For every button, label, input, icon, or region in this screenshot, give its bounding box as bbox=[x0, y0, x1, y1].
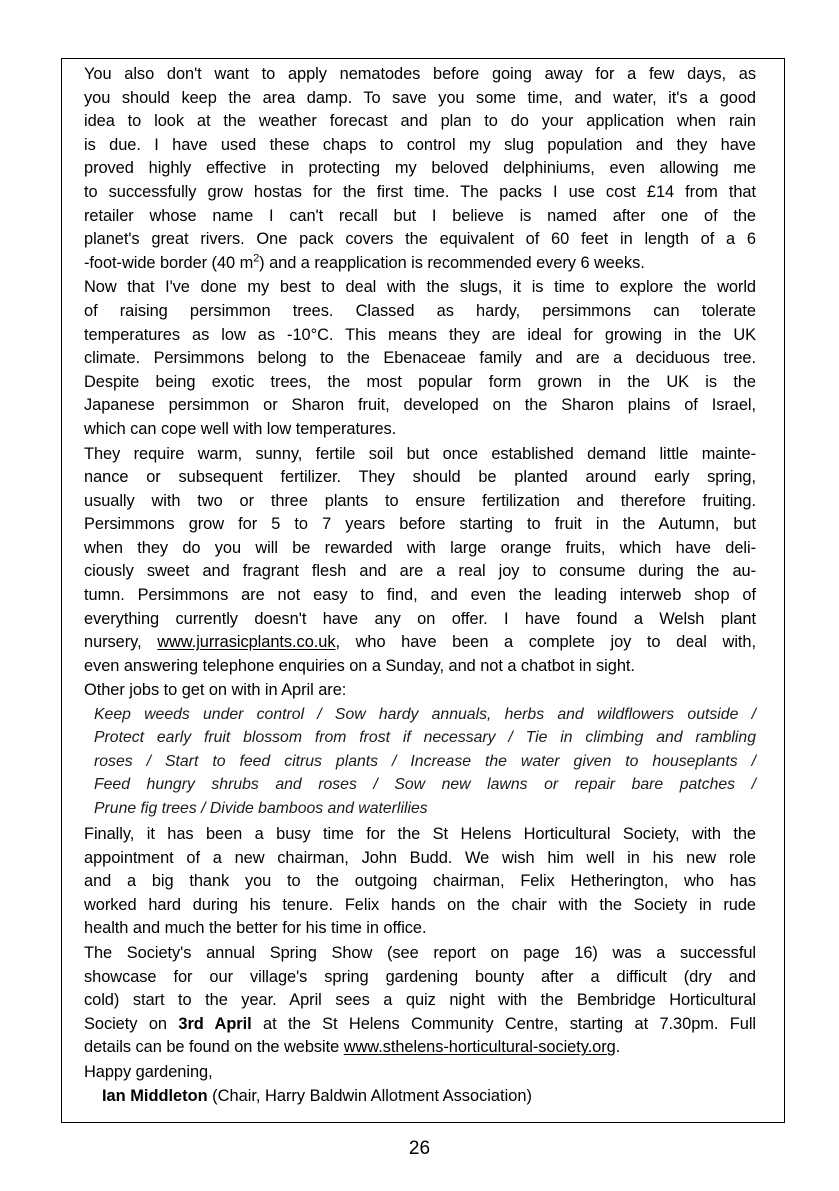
article-body bbox=[84, 63, 756, 1108]
text-line-with-superscript bbox=[84, 252, 756, 276]
link-sthelens-horticultural-society[interactable]: www.sthelens-horticultural-society.org bbox=[343, 1038, 616, 1057]
paragraph-nematodes bbox=[84, 63, 756, 275]
text-line-with-link bbox=[84, 1036, 756, 1060]
text-line: which can cope well with low temperatures. bbox=[84, 419, 397, 438]
line-text-suffix: at the St Helens Community Centre, starting at 7.30pm. Full bbox=[251, 1014, 756, 1033]
text-line: idea to look at the weather forecast and plan to do your application when rain bbox=[84, 112, 756, 131]
signature-role: (Chair, Harry Baldwin Allotment Association) bbox=[207, 1086, 532, 1105]
quiz-date: 3rd April bbox=[178, 1014, 252, 1033]
line-text-suffix: . bbox=[615, 1038, 621, 1057]
text-line: They require warm, sunny, fertile soil but once established demand little mainte- bbox=[84, 444, 756, 463]
text-line: you should keep the area damp. To save you some time, and water, it's a good bbox=[84, 88, 756, 107]
text-line: Now that I've done my best to deal with the slugs, it is time to explore the world bbox=[84, 278, 756, 297]
text-line: Other jobs to get on with in April are: bbox=[84, 681, 347, 700]
text-line: showcase for our village's spring gardening bounty after a difficult (dry and bbox=[84, 967, 756, 986]
text-line: usually with two or three plants to ensure fertilization and therefore fruiting. bbox=[84, 491, 756, 510]
text-line: proved highly effective in protecting my beloved delphiniums, even allowing me bbox=[84, 159, 756, 178]
text-line: of raising persimmon trees. Classed as hardy, persimmons can tolerate bbox=[84, 301, 756, 320]
line-text-prefix: Society on bbox=[84, 1014, 179, 1033]
text-line-with-bold-date bbox=[84, 1013, 756, 1037]
text-line: to successfully grow hostas for the first time. The packs I use cost £14 from that bbox=[84, 182, 756, 201]
line-text-prefix: -foot-wide border (40 m bbox=[84, 253, 254, 272]
text-line: cold) start to the year. April sees a quiz night with the Bembridge Horticultural bbox=[84, 991, 756, 1010]
link-jurrasicplants[interactable]: www.jurrasicplants.co.uk bbox=[157, 633, 336, 652]
text-line: tumn. Persimmons are not easy to find, and even the leading interweb shop of bbox=[84, 586, 756, 605]
text-line: appointment of a new chairman, John Budd. We wish him well in his new role bbox=[84, 848, 756, 867]
line-text-prefix: nursery, bbox=[84, 633, 158, 652]
signature-name: Ian Middleton bbox=[102, 1086, 208, 1105]
text-line: and a big thank you to the outgoing chairman, Felix Hetherington, who has bbox=[84, 872, 756, 891]
text-line: Finally, it has been a busy time for the St Helens Horticultural Society, with the bbox=[84, 825, 756, 844]
signoff-text: Happy gardening, bbox=[84, 1063, 213, 1081]
text-line: nance or subsequent fertilizer. They should be planted around early spring, bbox=[84, 468, 756, 487]
text-line: The Society's annual Spring Show (see report on page 16) was a successful bbox=[84, 944, 756, 963]
line-text-suffix: , who have been a complete joy to deal with, bbox=[335, 633, 756, 652]
text-line: everything currently doesn't have any on offer. I have found a Welsh plant bbox=[84, 609, 756, 628]
signature bbox=[84, 1085, 756, 1109]
text-line: temperatures as low as -10°C. This means they are ideal for growing in the UK bbox=[84, 325, 756, 344]
page-number: 26 bbox=[408, 1138, 431, 1159]
text-line: Japanese persimmon or Sharon fruit, developed on the Sharon plains of Israel, bbox=[84, 396, 756, 415]
paragraph-persimmon-intro bbox=[84, 276, 756, 441]
paragraph-society-news bbox=[84, 823, 756, 941]
jobs-list-line: Prune fig trees / Divide bamboos and waterlilies bbox=[94, 799, 428, 817]
text-line: Persimmons grow for 5 to 7 years before starting to fruit in the Autumn, but bbox=[84, 515, 756, 534]
line-text-suffix: ) and a reapplication is recommended every 6 weeks. bbox=[259, 253, 645, 272]
line-text-prefix: details can be found on the website bbox=[84, 1038, 344, 1057]
text-line: planet's great rivers. One pack covers the equivalent of 60 feet in length of a 6 bbox=[84, 230, 756, 249]
text-line: climate. Persimmons belong to the Ebenaceae family and are a deciduous tree. bbox=[84, 349, 756, 368]
text-line: health and much the better for his time in office. bbox=[84, 919, 427, 938]
text-line: Despite being exotic trees, the most popular form grown in the UK is the bbox=[84, 372, 756, 391]
text-line: is due. I have used these chaps to control my slug population and they have bbox=[84, 135, 756, 154]
paragraph-persimmon-growing bbox=[84, 443, 756, 679]
text-line: You also don't want to apply nematodes before going away for a few days, as bbox=[84, 65, 756, 83]
superscript-two: 2 bbox=[253, 252, 260, 265]
jobs-list-line: roses / Start to feed citrus plants / Increase the water given to houseplants / bbox=[94, 752, 756, 770]
content-frame bbox=[61, 58, 785, 1123]
text-line-with-link bbox=[84, 631, 756, 655]
text-line: when they do you will be rewarded with large orange fruits, which have deli- bbox=[84, 538, 756, 557]
jobs-list-line: Feed hungry shrubs and roses / Sow new lawns or repair bare patches / bbox=[94, 776, 756, 794]
jobs-list-line: Protect early fruit blossom from frost if necessary / Tie in climbing and rambling bbox=[94, 729, 756, 747]
text-line: retailer whose name I can't recall but I believe is named after one of the bbox=[84, 206, 756, 225]
text-line: ciously sweet and fragrant flesh and are a real joy to consume during the au- bbox=[84, 562, 756, 581]
jobs-list-line: Keep weeds under control / Sow hardy annuals, herbs and wildflowers outside / bbox=[94, 706, 756, 724]
paragraph-spring-show bbox=[84, 942, 756, 1060]
paragraph-other-jobs-intro bbox=[84, 679, 756, 703]
paragraph-signoff bbox=[84, 1061, 756, 1085]
text-line: even answering telephone enquiries on a Sunday, and not a chatbot in sight. bbox=[84, 656, 635, 675]
jobs-list bbox=[84, 703, 756, 820]
text-line: worked hard during his tenure. Felix hands on the chair with the Society in rude bbox=[84, 895, 756, 914]
